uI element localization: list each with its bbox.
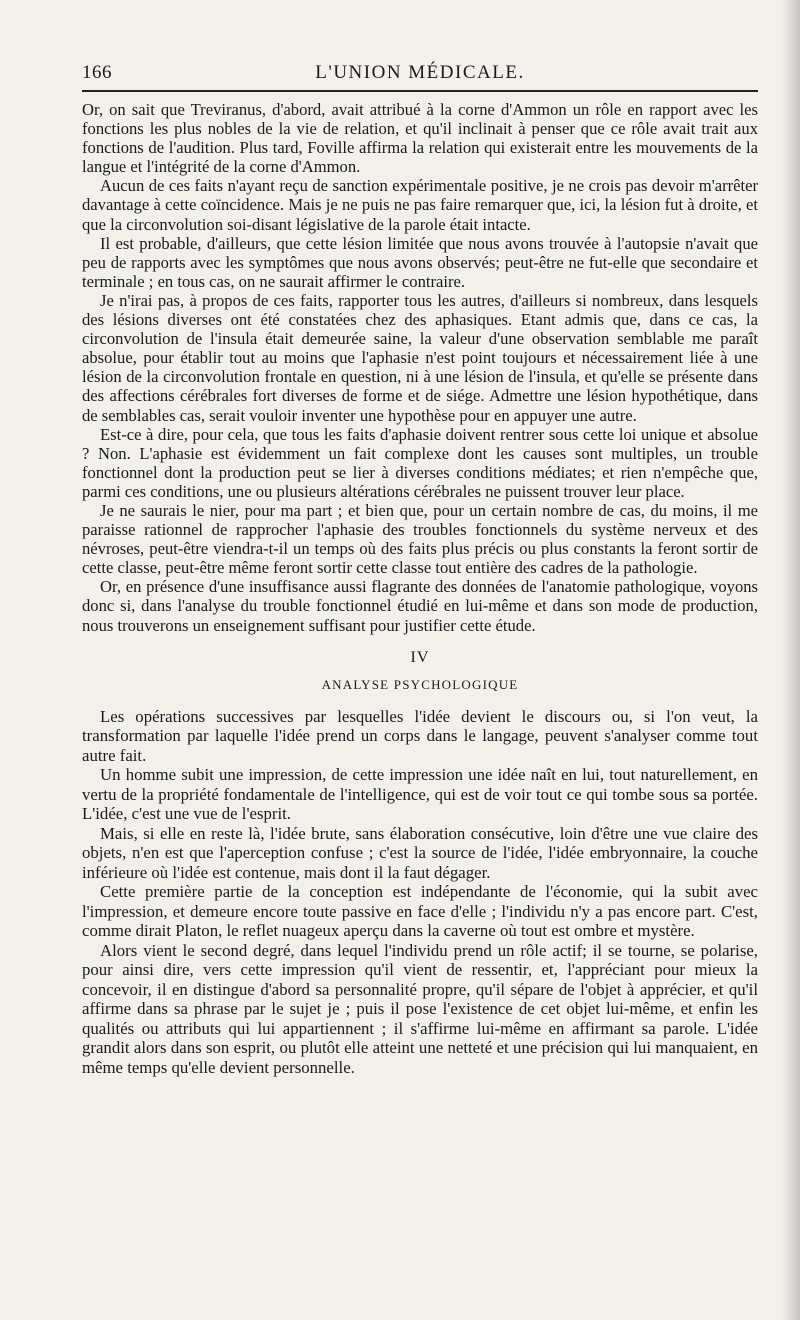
paragraph: Les opérations successives par lesquelles l'idée devient le discours ou, si l'on veut, la transformation par laquelle l'idée prend un corps dans le langage, peuvent s'analyser comme tout autre fait. [82,706,758,765]
page-header [82,52,758,90]
paragraph: Or, on sait que Treviranus, d'abord, avait attribué à la corne d'Ammon un rôle en rapport avec les fonctions les plus nobles de la vie de relation, et qu'il inclinait à penser que ce rôle avait trait aux fonctions de l'audition. Plus tard, Foville affirma la relation qui existerait entre les mouvements de la langue et l'intégrité de la corne d'Ammon. [82,100,758,177]
header-rule [82,90,758,92]
paragraph: Aucun de ces faits n'ayant reçu de sanction expérimentale positive, je ne crois pas devoir m'arrêter davantage à cette coïncidence. Mais je ne puis ne pas faire remarquer que, ici, la lésion fut à droite, et que la circonvolution soi-disant législative de la parole était intacte. [82,176,758,234]
paragraph: Alors vient le second degré, dans lequel l'individu prend un rôle actif; il se tourne, se polarise, pour ainsi dire, vers cette impression qu'il vient de ressentir, et, l'appréciant pour mieux la concevoir, il en distingue d'abord sa personnalité propre, qu'il sépare de l'objet à apprécier, et qu'il affirme dans sa phrase par le sujet je ; puis il pose l'existence de cet objet lui-même, et enfin les qualités ou attributs qui lui appartiennent ; il s'affirme lui-même en affirmant sa parole. L'idée grandit alors dans son esprit, ou plutôt elle atteint une netteté et une précision qui lui manquaient, en même temps qu'elle devient personnelle. [82,940,758,1077]
paragraph: Je ne saurais le nier, pour ma part ; et bien que, pour un certain nombre de cas, du moins, il me paraisse rationnel de rapprocher l'aphasie des troubles fonctionnels du système nerveux et des névroses, peut-être viendra-t-il un temps où des faits plus précis ou plus constants la feront sortir de cette classe, peut-être même feront sortir cette classe tout entière des cadres de la pathologie. [82,500,758,578]
section-number: IV [410,648,430,666]
paragraph: Est-ce à dire, pour cela, que tous les faits d'aphasie doivent rentrer sous cette loi unique et absolue ? Non. L'aphasie est évidemment un fait complexe dont les causes sont multiples, un trouble fonctionnel dont la production peut se lier à diverses conditions médiates; et rien n'empêche que, parmi ces conditions, une ou plusieurs altérations cérébrales ne puissent trouver leur place. [82,424,758,501]
paragraph: Or, en présence d'une insuffisance aussi flagrante des données de l'anatomie pathologique, voyons donc si, dans l'analyse du trouble fonctionnel étudié en lui-même et dans son mode de production, nous trouverons un enseignement suffisant pour justifier cette étude. [82,577,758,635]
page-edge-shadow [782,0,800,1320]
running-title: L'UNION MÉDICALE. [315,62,525,83]
section-title: ANALYSE PSYCHOLOGIQUE [321,676,519,692]
body-text-bottom [82,707,758,1078]
paragraph: Cette première partie de la conception est indépendante de l'économie, qui la subit avec l'impression, et demeure encore toute passive en face d'elle ; l'individu n'y a pas encore part. C'est, comme dirait Platon, le reflet nuageux aperçu dans la caverne où tout est ombre et mystère. [82,882,758,941]
body-text-top [82,100,758,635]
paragraph: Un homme subit une impression, de cette impression une idée naît en lui, tout naturellement, en vertu de la propriété fondamentale de l'intelligence, qui est de voir tout ce qui tombe sous sa portée. L'idée, c'est une vue de l'esprit. [82,765,758,824]
paragraph: Il est probable, d'ailleurs, que cette lésion limitée que nous avons trouvée à l'autopsie n'avait que peu de rapports avec les symptômes que nous avons observés; peut-être ne fut-elle que secondaire et terminale ; en tous cas, on ne saurait affirmer le contraire. [82,233,758,291]
page-number: 166 [82,62,112,83]
paragraph: Je n'irai pas, à propos de ces faits, rapporter tous les autres, d'ailleurs si nombreux, dans lesquels des lésions diverses ont été constatées chez des aphasiques. Etant admis que, dans ce cas, la circonvolution de l'insula était demeurée saine, la valeur d'une observation semblable me paraît absolue, pour établir tout au moins que l'aphasie n'est point toujours et nécessairement liée à une lésion de la circonvolution frontale en question, ni à une lésion de l'insula, et qu'elle se présente dans des affections cérébrales fort diverses de forme et de siége. Admettre une lésion hypothétique, dans de semblables cas, serait vouloir inventer une hypothèse pour en appuyer une autre. [82,290,758,425]
paragraph: Mais, si elle en reste là, l'idée brute, sans élaboration consécutive, loin d'être une vue claire des objets, n'en est que l'aperception confuse ; c'est la source de l'idée, l'idée embryonnaire, la couche inférieure où l'idée est contenue, mais dont il la faut dégager. [82,823,758,882]
